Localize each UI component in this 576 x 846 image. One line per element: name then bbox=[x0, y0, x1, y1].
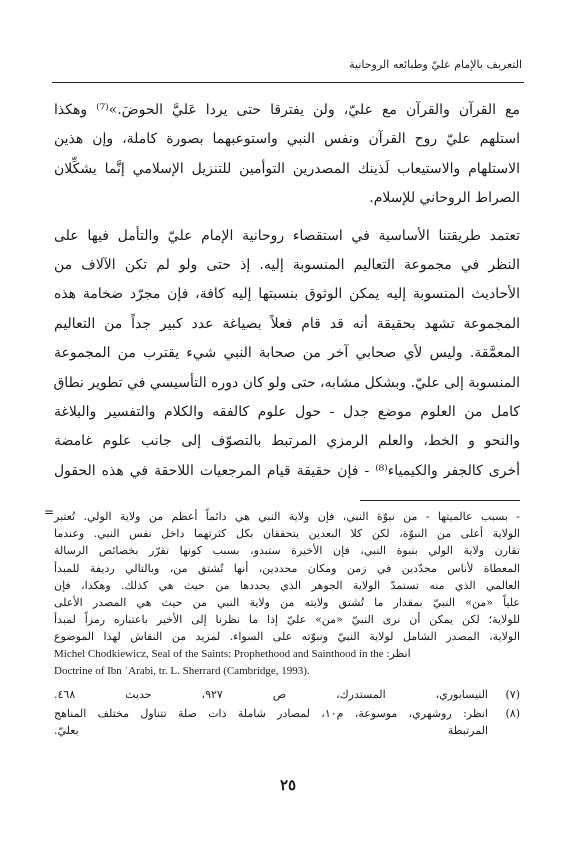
text-line: الصراط الروحاني للإسلام. bbox=[369, 190, 520, 207]
header-rule bbox=[52, 82, 524, 83]
text-line: المجموعة تشهد بحقيقة أنه قد قام فعلاً بصياغة عدد كبير جداً من التعاليم bbox=[54, 315, 520, 332]
footnote-line: الولاية أعلى من النبوّة، لكن كلا البعدين يتحققان بكل كثرتهما داخل نفس النبي. وعندما bbox=[54, 527, 520, 541]
text-line: الاستلهام والاستيعاب لَذينك المصدرين التوأمين للتنزيل الإسلامي إنَّما يشكِّلان bbox=[54, 160, 520, 177]
text-line: تعتمد طريقتنا الأساسية في استقصاء روحانية الإمام عليّ والتأمل فيها على bbox=[54, 227, 520, 244]
footnote-line: تقارن ولاية الولي بنبوة النبي، فإن الأخيرة ستبدو، بسبب كونها تقرّر بخصائص الرسالة bbox=[54, 544, 520, 558]
main-text bbox=[54, 96, 520, 486]
footnote-line: علياً «من» النبيّ بمقدار ما تُشتق ولايته من ولاية النبي من حيث هي المصدر الأعلى bbox=[54, 596, 520, 610]
paragraph-1 bbox=[54, 96, 520, 214]
footnotes bbox=[54, 508, 520, 740]
text-line: مع القرآن والقرآن مع عليّ، ولن يفترقا حتى يردا عَليَّ الحوضَ.»⁽⁷⁾ وهكذا bbox=[54, 102, 520, 118]
text-line: النظر في مجموعة التعاليم المنسوبة إليه. إذ حتى ولو لم تكن الآلاف من bbox=[54, 257, 520, 274]
footnote-number: (٧) bbox=[505, 688, 520, 702]
text-line: استلهم عليّ روح القرآن ونفس النبي واستوعبهما بصورة كاملة، وإن هذين bbox=[54, 131, 520, 148]
reference-line: Doctrine of Ibn ʿArabi, tr. L. Sherrard (Cambridge, 1993). bbox=[54, 664, 310, 677]
text-line: المعمَّقة. وليس لأي صحابي آخر من صحابة النبي شيء يقترب من المجموعة bbox=[54, 345, 520, 362]
text-line: الأحاديث المنسوبة إليه يمكن الوثوق بنسبتها إليه كافة، فإن مجرّد ضخامة هذه bbox=[54, 286, 520, 303]
footnote-line: - بسبب عالميتها - من نبوّة النبي، فإن ولاية النبي هي دائماً أعظم من ولاية الولي. تُعتبر bbox=[54, 510, 520, 523]
footnote-text: المرتبطة بعليّ. bbox=[54, 724, 488, 738]
text-line: المنسوبة إلى عليّ. وبشكل مشابه، حتى ولو كان دوره التأسيسي في تطوير نطاق bbox=[53, 374, 520, 391]
page-number: ٢٥ bbox=[279, 776, 297, 794]
footnote-line: العالمي الذي منه تستمدّ الولاية الجوهر الذي يحددها من حيث هي كذلك. وهكذا، فإن bbox=[54, 578, 520, 592]
footnote-7 bbox=[54, 686, 520, 703]
footnote-continuation-mark: = bbox=[44, 505, 55, 519]
text-line: كامل من العلوم موضع جدل - حول علوم كالفقه والكلام والتفسير والبلاغة bbox=[54, 404, 520, 421]
footnote-line: الولاية، المصدر الشامل لولاية النبيّ ونبوّته على السواء. لمزيد من النقاش لهذا الموضوع bbox=[54, 630, 520, 644]
footnote-line: للولاية؛ لكن يمكن أن نرى النبيّ «من» عليّ إذا ما نظرنا إلى الأخير باعتباره رمزاً لمبدأ bbox=[54, 613, 521, 627]
continued-footnote bbox=[54, 508, 520, 680]
reference-line bbox=[54, 646, 520, 663]
running-header: التعريف بالإمام عليّ وطبائعه الروحانية bbox=[349, 58, 522, 71]
footnote-text: النيسابوري، المستدرك، ص ٩٢٧، حديث ٤٦٨. bbox=[54, 688, 488, 702]
footnote-number: (٨) bbox=[505, 707, 520, 721]
paragraph-2 bbox=[54, 222, 520, 487]
footnote-rule bbox=[360, 500, 520, 501]
footnote-line: المعطاة لأناس محدّدين في زمن ومكان محددين، أنها تُشتق من، وبالتالي رديفة للمبدأ bbox=[54, 561, 520, 575]
text-line: أخرى كالجفر والكيمياء⁽⁸⁾ - فإن حقيقة قيام المرجعيات اللاحقة في هذه الحقول bbox=[54, 462, 520, 479]
text-line: والنحو و الخط، والعلم الرمزي المرتبط بالتصوّف إلى جانب علوم غامضة bbox=[54, 433, 520, 450]
reference-author: Michel Chodkiewicz, Seal of the Saints: Prophethood and Sainthood in the bbox=[54, 647, 384, 660]
footnote-text: انظر: روشهري، موسوعة، م١٠، لمصادر شاملة ذات صلة تتناول مختلف المناهج bbox=[54, 707, 488, 721]
reference-prefix: انظر: bbox=[386, 647, 411, 660]
footnote-8 bbox=[54, 705, 520, 739]
